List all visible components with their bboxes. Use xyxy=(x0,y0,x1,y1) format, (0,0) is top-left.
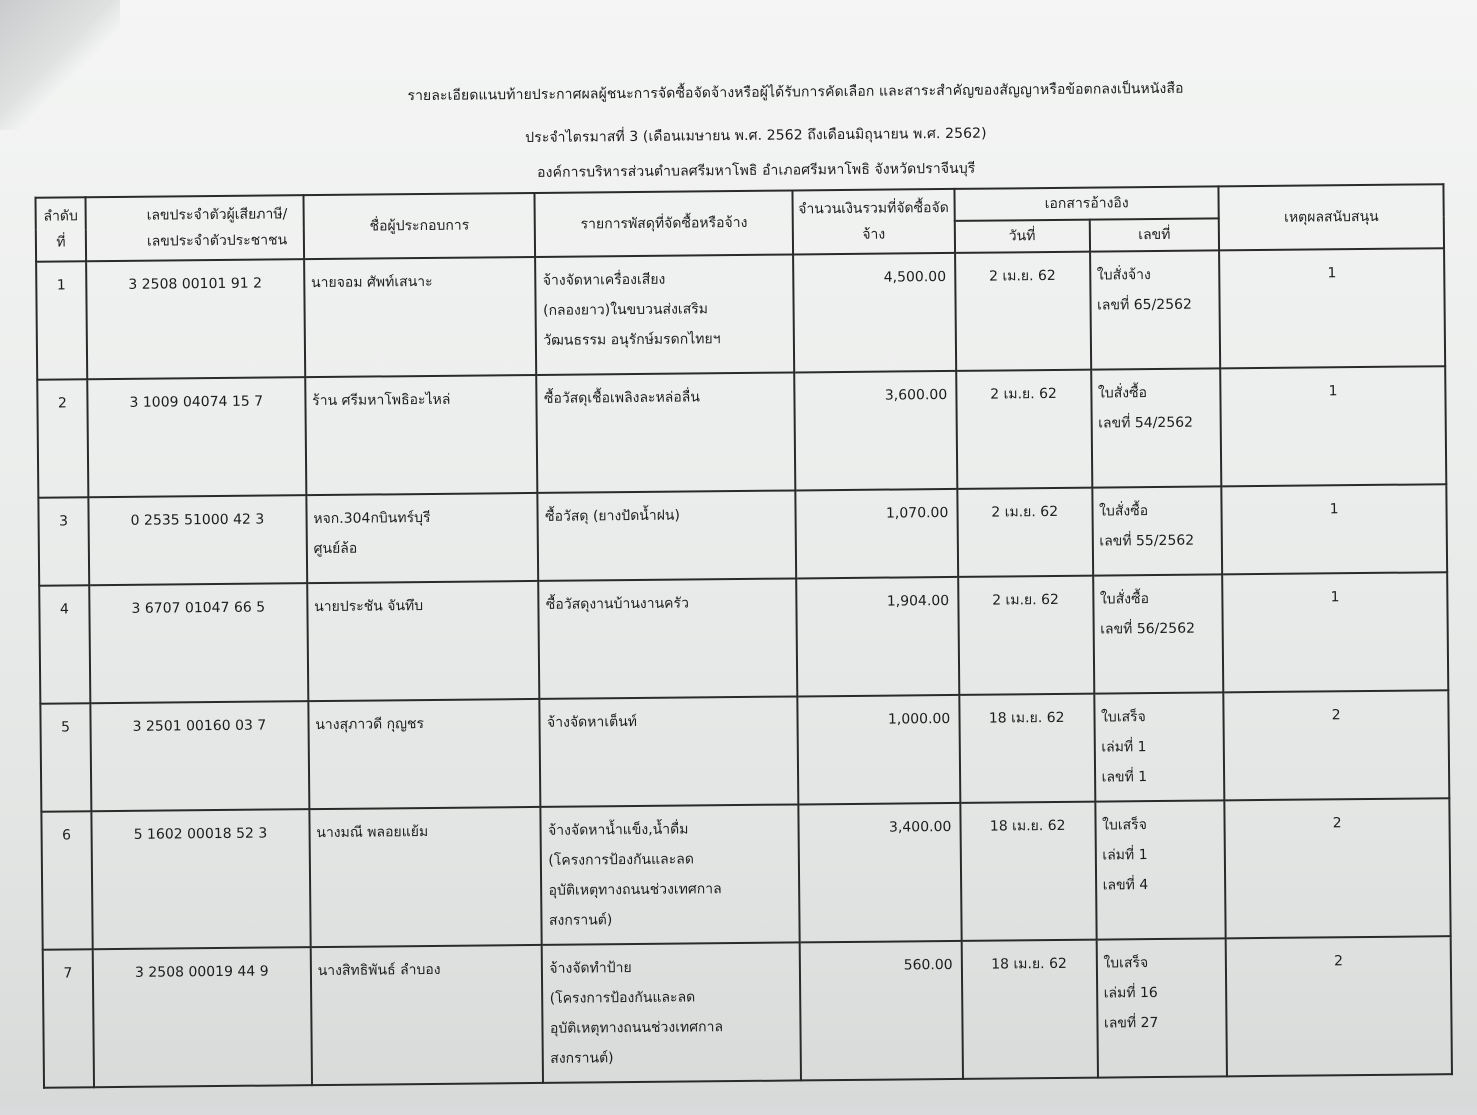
cell-amount: 1,000.00 xyxy=(797,695,960,805)
col-header-vendor: ชื่อผู้ประกอบการ xyxy=(303,193,535,259)
table-row xyxy=(40,690,1449,812)
col-header-ref: เอกสารอ้างอิง xyxy=(954,186,1219,221)
cell-amount: 3,400.00 xyxy=(798,803,961,943)
cell-no: 7 xyxy=(43,949,94,1087)
document-organization: องค์การบริหารส่วนตำบลศรีมหาโพธิ อำเภอศรีมหาโพธิ จังหวัดปราจีนบุรี xyxy=(537,160,976,181)
cell-amount: 560.00 xyxy=(800,941,963,1081)
cell-taxid: 3 2508 00019 44 9 xyxy=(93,947,312,1087)
cell-item: ซื้อวัสดุงานบ้านงานครัว xyxy=(539,578,798,698)
table-row xyxy=(39,572,1448,704)
table-row xyxy=(43,936,1452,1088)
cell-item: จ้างจัดหาเต็นท์ xyxy=(540,696,799,806)
cell-ref-no: ใบเสร็จ เล่มที่ 1 เลขที่ 4 xyxy=(1095,800,1226,939)
cell-item: จ้างจัดทำป้าย (โครงการป้องกันและลด อุบัติเหตุทางถนนช่วงเทศกาล สงกรานต์) xyxy=(542,942,801,1082)
cell-no: 3 xyxy=(38,497,89,585)
cell-vendor: นายจอม ศัพท์เสนาะ xyxy=(304,257,537,377)
document-period: ประจำไตรมาสที่ 3 (เดือนเมษายน พ.ศ. 2562 ถึงเดือนมิถุนายน พ.ศ. 2562) xyxy=(525,125,987,147)
col-header-no: ลำดับที่ xyxy=(35,197,86,261)
cell-ref-date: 2 เม.ย. 62 xyxy=(957,488,1093,577)
cell-ref-no: ใบเสร็จ เล่มที่ 1 เลขที่ 1 xyxy=(1094,692,1225,801)
procurement-table xyxy=(34,183,1452,1088)
cell-vendor: หจก.304กบินทร์บุรี ศูนย์ล้อ xyxy=(306,493,539,583)
cell-taxid: 5 1602 00018 52 3 xyxy=(91,809,310,949)
table-body xyxy=(36,248,1452,1087)
col-header-amount: จำนวนเงินรวมที่จัดซื้อจัดจ้าง xyxy=(792,189,954,255)
cell-item: ซื้อวัสดุเชื้อเพลิงละหล่อลื่น xyxy=(537,372,796,492)
cell-reason: 2 xyxy=(1224,690,1450,800)
table-row xyxy=(41,798,1450,950)
col-header-taxid: เลขประจำตัวผู้เสียภาษี/เลขประจำตัวประชาชน xyxy=(85,195,303,261)
cell-ref-no: ใบสั่งซื้อ เลขที่ 54/2562 xyxy=(1091,368,1222,487)
cell-taxid: 3 2501 00160 03 7 xyxy=(90,701,309,811)
cell-no: 4 xyxy=(39,585,90,703)
table-row xyxy=(37,366,1446,498)
cell-no: 5 xyxy=(40,703,91,811)
table-row xyxy=(38,484,1447,586)
cell-amount: 1,904.00 xyxy=(796,577,959,697)
cell-vendor: นายประชัน จันทึบ xyxy=(307,581,540,701)
cell-ref-date: 2 เม.ย. 62 xyxy=(958,576,1094,695)
cell-amount: 3,600.00 xyxy=(794,371,957,491)
cell-no: 2 xyxy=(37,379,88,497)
cell-reason: 1 xyxy=(1221,366,1447,486)
cell-vendor: นางสุภาวดี กุญชร xyxy=(308,699,541,809)
cell-vendor: นางมณี พลอยแย้ม xyxy=(309,807,542,947)
cell-ref-date: 18 เม.ย. 62 xyxy=(960,802,1096,941)
cell-item: จ้างจัดหาน้ำแข็ง,น้ำดื่ม (โครงการป้องกันและลด อุบัติเหตุทางถนนช่วงเทศกาล สงกรานต์) xyxy=(541,804,800,944)
cell-ref-date: 2 เม.ย. 62 xyxy=(956,370,1092,489)
cell-vendor: ร้าน ศรีมหาโพธิอะไหล่ xyxy=(305,375,538,495)
table-row xyxy=(36,248,1445,380)
cell-ref-date: 2 เม.ย. 62 xyxy=(955,252,1091,371)
cell-no: 6 xyxy=(41,811,92,949)
cell-taxid: 3 6707 01047 66 5 xyxy=(89,583,308,703)
cell-reason: 1 xyxy=(1223,572,1449,692)
cell-ref-date: 18 เม.ย. 62 xyxy=(959,694,1095,803)
col-header-ref-date: วันที่ xyxy=(955,220,1090,253)
cell-no: 1 xyxy=(36,261,87,379)
cell-reason: 2 xyxy=(1225,798,1451,938)
cell-ref-no: ใบเสร็จ เล่มที่ 16 เลขที่ 27 xyxy=(1096,938,1227,1077)
cell-ref-date: 18 เม.ย. 62 xyxy=(961,940,1097,1079)
table-header-row xyxy=(35,184,1443,230)
cell-item: ซื้อวัสดุ (ยางปัดน้ำฝน) xyxy=(538,490,796,580)
cell-ref-no: ใบสั่งซื้อ เลขที่ 55/2562 xyxy=(1092,486,1223,575)
cell-taxid: 0 2535 51000 42 3 xyxy=(88,495,307,585)
col-header-reason: เหตุผลสนับสนุน xyxy=(1219,184,1444,250)
col-header-item: รายการพัสดุที่จัดซื้อหรือจ้าง xyxy=(535,190,793,256)
cell-ref-no: ใบสั่งจ้าง เลขที่ 65/2562 xyxy=(1090,250,1221,369)
cell-amount: 1,070.00 xyxy=(795,489,958,579)
cell-taxid: 3 2508 00101 91 2 xyxy=(86,259,305,379)
cell-taxid: 3 1009 04074 15 7 xyxy=(87,377,306,497)
cell-reason: 1 xyxy=(1219,248,1445,368)
col-header-ref-no: เลขที่ xyxy=(1089,218,1219,251)
cell-ref-no: ใบสั่งซื้อ เลขที่ 56/2562 xyxy=(1093,574,1224,693)
cell-vendor: นางสิทธิพันธ์ ลำบอง xyxy=(310,945,543,1085)
cell-amount: 4,500.00 xyxy=(793,253,956,373)
cell-item: จ้างจัดหาเครื่องเสียง (กลองยาว)ในขบวนส่งเสริม วัฒนธรรม อนุรักษ์มรดกไทยฯ xyxy=(536,254,795,374)
document-title: รายละเอียดแนบท้ายประกาศผลผู้ชนะการจัดซื้อจัดจ้างหรือผู้ได้รับการคัดเลือก และสาระสำคัญของสัญญาหรือข้อตกลงเป็นหนังสือ xyxy=(407,80,1184,105)
cell-reason: 1 xyxy=(1222,484,1447,574)
cell-reason: 2 xyxy=(1226,936,1452,1076)
